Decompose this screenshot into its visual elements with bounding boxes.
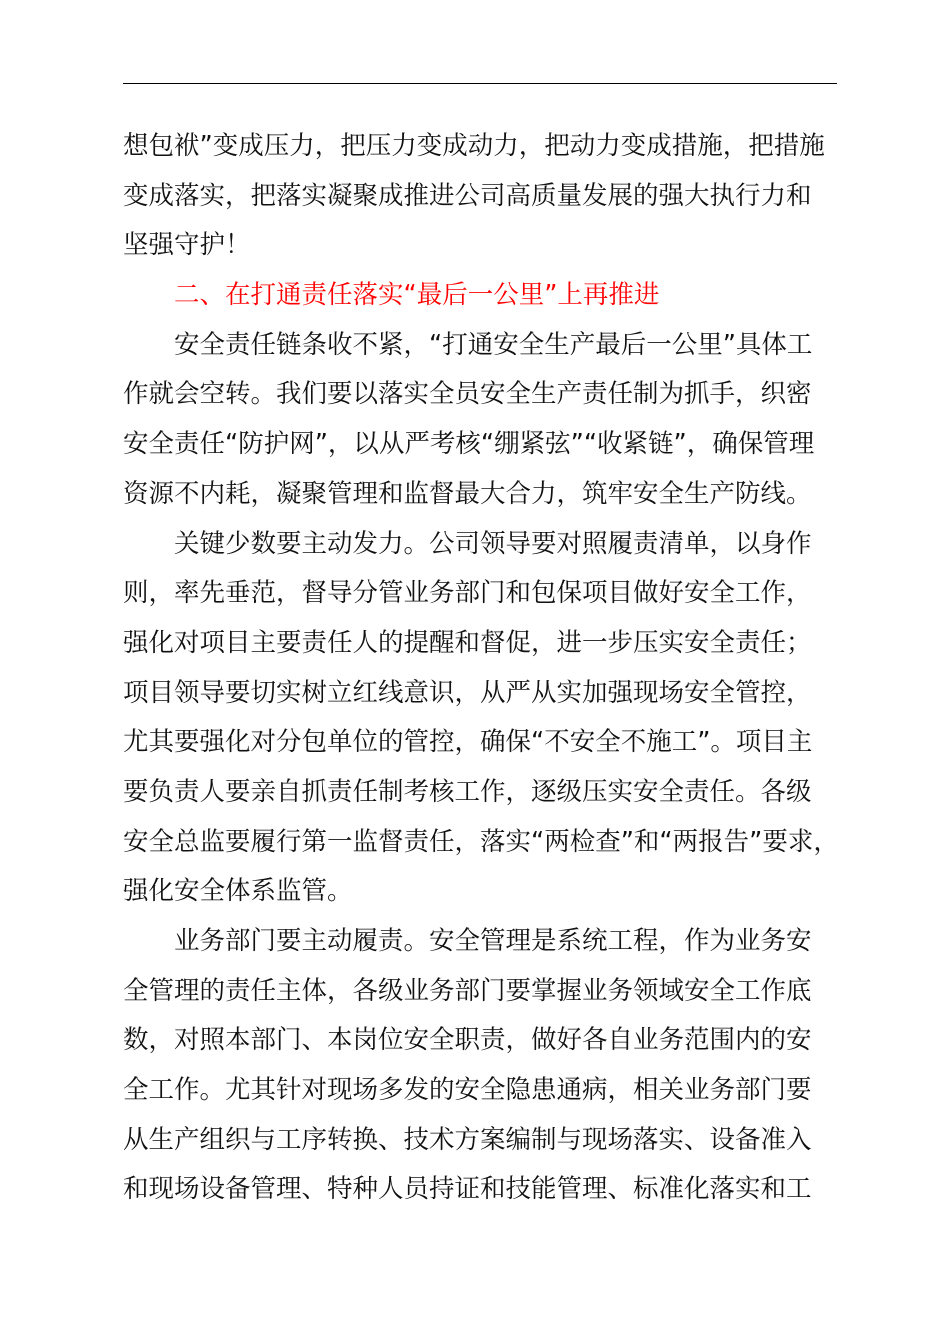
text-line: 尤其要强化对分包单位的管控，确保“不安全不施工”。项目主 <box>123 727 813 758</box>
text-line: 作就会空转。我们要以落实全员安全生产责任制为抓手，织密 <box>123 379 812 410</box>
paragraph <box>123 321 837 520</box>
section-heading <box>123 271 837 321</box>
text-line: 要负责人要亲自抓责任制考核工作，逐级压实安全责任。各级 <box>123 776 812 807</box>
text-line: 全管理的责任主体，各级业务部门要掌握业务领域安全工作底 <box>123 975 812 1006</box>
paragraph-continuation <box>123 122 837 271</box>
text-line: 数，对照本部门、本岗位安全职责，做好各自业务范围内的安 <box>123 1025 812 1056</box>
text-line: 从生产组织与工序转换、技术方案编制与现场落实、设备准入 <box>123 1124 812 1155</box>
text-line: 安全责任链条收不紧，“打通安全生产最后一公里”具体工 <box>174 329 813 360</box>
text-line: 坚强守护！ <box>123 230 251 261</box>
text-line: 想包袱”变成压力，把压力变成动力，把动力变成措施，把措施 <box>123 131 825 161</box>
text-line: 项目领导要切实树立红线意识，从严从实加强现场安全管控， <box>123 677 812 708</box>
text-line: 业务部门要主动履责。安全管理是系统工程，作为业务安 <box>174 926 812 956</box>
text-line: 关键少数要主动发力。公司领导要对照履责清单，以身作 <box>174 528 812 559</box>
paragraph <box>123 917 837 1215</box>
text-line: 安全总监要履行第一监督责任，落实“两检查”和“两报告”要求， <box>123 826 839 857</box>
text-line: 全工作。尤其针对现场多发的安全隐患通病，相关业务部门要 <box>123 1075 812 1106</box>
text-line: 则，率先垂范，督导分管业务部门和包保项目做好安全工作， <box>123 578 812 609</box>
text-line: 变成落实，把落实凝聚成推进公司高质量发展的强大执行力和 <box>123 180 812 211</box>
text-line: 强化安全体系监管。 <box>123 876 353 907</box>
section-heading-text: 二、在打通责任落实“最后一公里”上再推进 <box>174 280 660 311</box>
document-body <box>123 122 837 1215</box>
text-line: 和现场设备管理、特种人员持证和技能管理、标准化落实和工 <box>123 1174 812 1205</box>
text-line: 安全责任“防护网”，以从严考核“绷紧弦”“收紧链”，确保管理 <box>123 429 815 460</box>
paragraph <box>123 520 837 918</box>
text-line: 资源不内耗，凝聚管理和监督最大合力，筑牢安全生产防线。 <box>123 478 812 509</box>
text-line: 强化对项目主要责任人的提醒和督促，进一步压实安全责任； <box>123 627 812 658</box>
header-rule <box>123 83 837 84</box>
